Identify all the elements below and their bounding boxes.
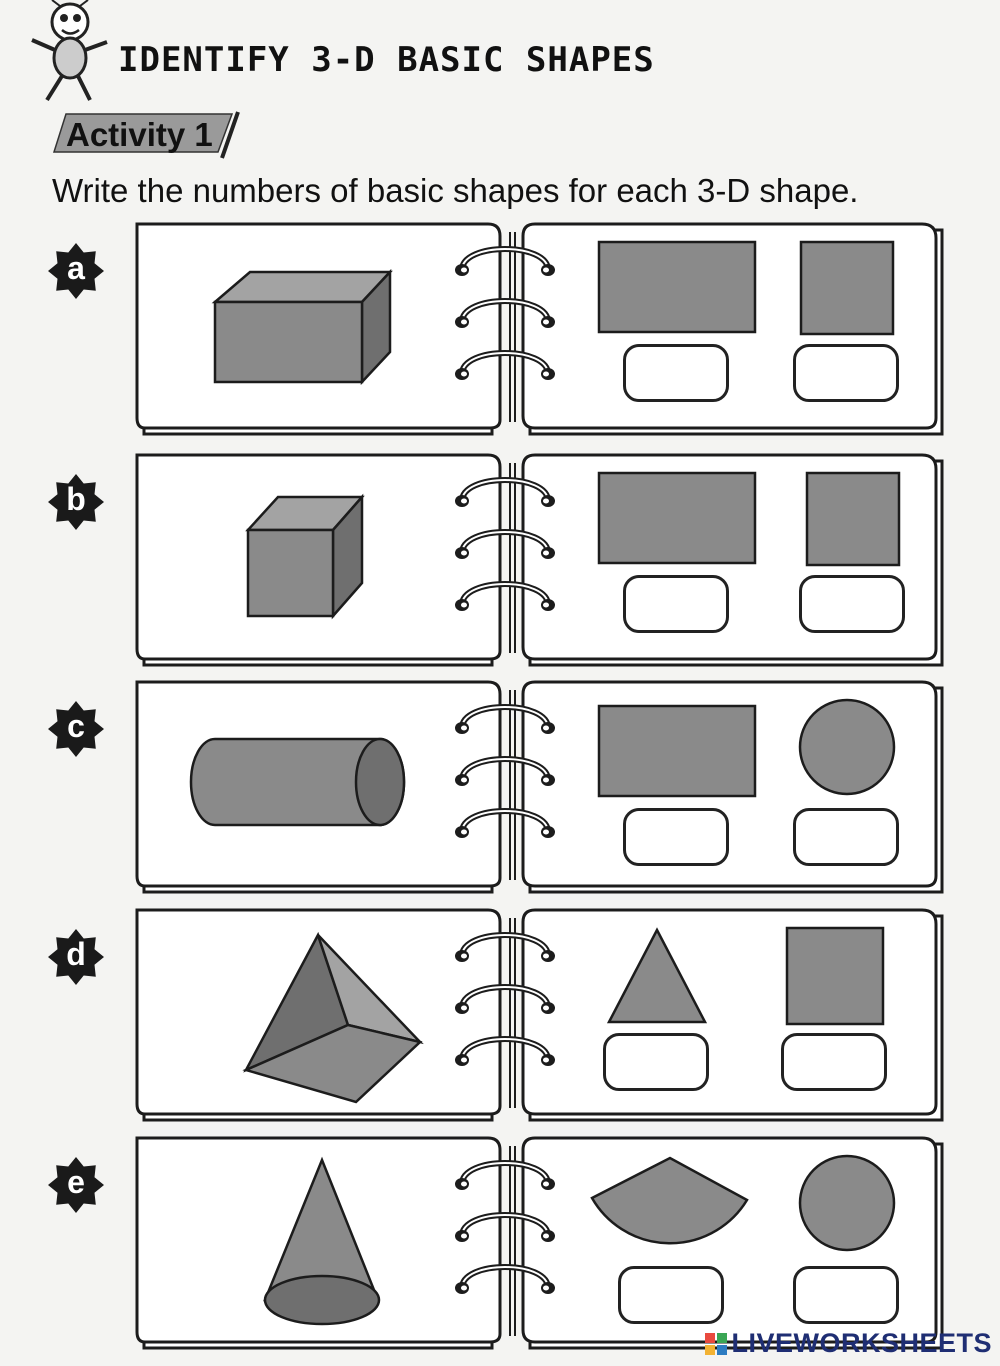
- activity-label: Activity 1: [66, 116, 213, 153]
- answer-box-d-square[interactable]: [781, 1033, 887, 1091]
- exercise-row-e: [0, 1136, 1000, 1351]
- row-letter: e: [67, 1164, 85, 1200]
- answer-box-c-circle[interactable]: [793, 808, 899, 866]
- notebook-a: [0, 222, 1000, 437]
- exercise-row-b: [0, 453, 1000, 668]
- answer-box-b-rectangle[interactable]: [623, 575, 729, 633]
- answer-box-a-square[interactable]: [793, 344, 899, 402]
- liveworksheets-logo-icon: [705, 1333, 727, 1355]
- exercise-row-d: [0, 908, 1000, 1123]
- row-letter: d: [66, 936, 86, 972]
- activity-heading: [52, 110, 242, 160]
- answer-box-a-rectangle[interactable]: [623, 344, 729, 402]
- answer-box-b-square[interactable]: [799, 575, 905, 633]
- answer-box-d-triangle[interactable]: [603, 1033, 709, 1091]
- row-letter: c: [67, 708, 85, 744]
- row-letter: a: [67, 250, 85, 286]
- page-title: IDENTIFY 3-D BASIC SHAPES: [118, 40, 655, 80]
- exercise-row-a: [0, 222, 1000, 437]
- answer-box-e-sector[interactable]: [618, 1266, 724, 1324]
- instruction-text: Write the numbers of basic shapes for each 3-D shape.: [52, 172, 859, 209]
- exercise-row-c: [0, 680, 1000, 895]
- row-letter: b: [66, 481, 86, 517]
- watermark-text: LIVEWORKSHEETS: [731, 1328, 992, 1358]
- answer-box-e-circle[interactable]: [793, 1266, 899, 1324]
- notebook-b: [0, 453, 1000, 668]
- answer-box-c-rectangle[interactable]: [623, 808, 729, 866]
- ant-mascot-icon: [22, 0, 117, 110]
- liveworksheets-watermark: [705, 1328, 992, 1359]
